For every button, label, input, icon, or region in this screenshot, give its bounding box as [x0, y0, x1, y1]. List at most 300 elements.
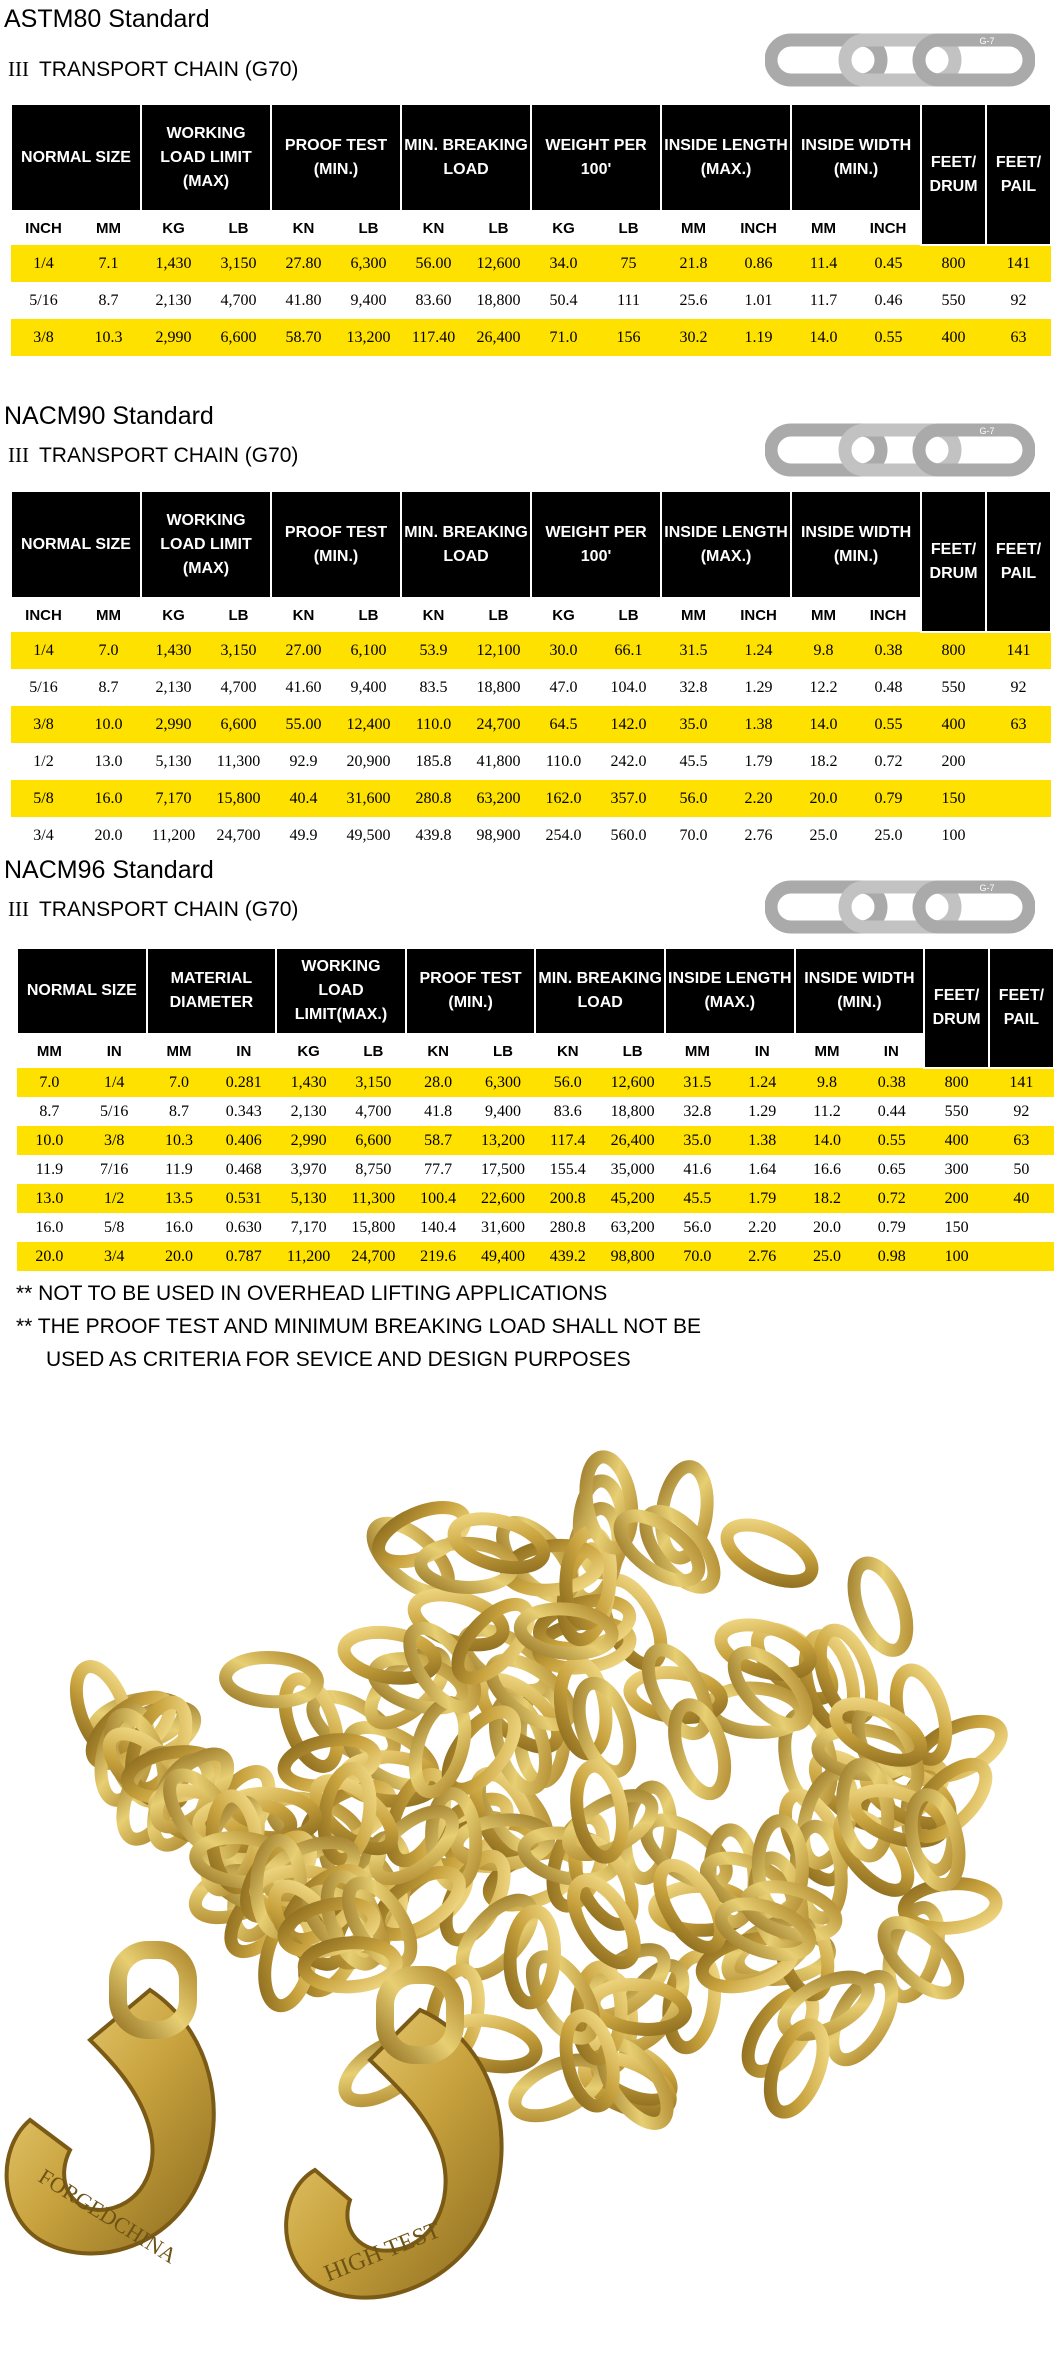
unit-label: MM — [166, 1043, 192, 1060]
table-cell: 280.8 — [401, 780, 466, 817]
table-cell: 40 — [989, 1184, 1054, 1213]
table-cell: 7,170 — [290, 1218, 327, 1236]
table-cell: 7.0 — [17, 1068, 82, 1097]
column-header: FEET/ DRUM — [921, 491, 986, 632]
column-header: FEET/ DRUM — [924, 948, 989, 1068]
table-cell: 1.29 — [744, 678, 773, 696]
table-cell: 11,300 — [216, 752, 261, 770]
table-cell: 6,100 — [336, 632, 401, 669]
table-cell: 70.0 — [679, 826, 708, 844]
table-cell: 0.45 — [856, 245, 921, 282]
table-cell: 1/2 — [82, 1184, 147, 1213]
table-cell: 92.9 — [289, 752, 318, 770]
table-cell: 63 — [986, 706, 1051, 743]
unit-label: KG — [552, 607, 575, 624]
table-row — [17, 1068, 1054, 1097]
table-cell: 92 — [1010, 291, 1027, 309]
table-cell: 3,150 — [206, 632, 271, 669]
table-cell: 142.0 — [596, 706, 661, 743]
note-line: USED AS CRITERIA FOR SEVICE AND DESIGN PURPOSES — [46, 1348, 631, 1371]
unit-label: KN — [422, 607, 445, 624]
unit-label: LB — [488, 607, 509, 624]
table-cell — [989, 1213, 1054, 1242]
table-cell: 56.00 — [401, 245, 466, 282]
table-cell: 8,750 — [355, 1160, 392, 1178]
table-cell: 185.8 — [415, 752, 452, 770]
table-row — [11, 319, 1051, 356]
table-cell: 25.6 — [679, 291, 708, 309]
table-cell: 550 — [944, 1102, 969, 1120]
table-cell: 35.0 — [661, 706, 726, 743]
table-cell: 140.4 — [420, 1218, 457, 1236]
table-cell: 13.0 — [17, 1184, 82, 1213]
table-cell: 2,990 — [141, 706, 206, 743]
table-cell: 75 — [596, 245, 661, 282]
table-cell: 0.86 — [726, 245, 791, 282]
unit-label: INCH — [869, 220, 907, 237]
table-cell: 12.2 — [809, 678, 838, 696]
unit-label: KG — [552, 220, 575, 237]
table-cell: 12,600 — [600, 1068, 665, 1097]
table-cell: 83.6 — [553, 1102, 582, 1120]
table-cell: 47.0 — [549, 678, 578, 696]
unit-label: INCH — [25, 220, 62, 237]
table-cell: 162.0 — [531, 780, 596, 817]
table-cell: 63,200 — [610, 1218, 655, 1236]
table-cell: 26,400 — [600, 1126, 665, 1155]
table-cell: 0.44 — [877, 1102, 906, 1120]
table-cell: 1.29 — [748, 1102, 777, 1120]
unit-label: MM — [681, 220, 707, 237]
unit-label: INCH — [740, 220, 777, 237]
chain-link-icon — [765, 30, 1035, 90]
unit-label: LB — [358, 607, 379, 624]
table-cell: 13,200 — [471, 1126, 536, 1155]
table-cell: 13,200 — [336, 319, 401, 356]
table-cell: 16.0 — [35, 1218, 64, 1236]
table-cell: 1/2 — [33, 752, 54, 770]
table-cell: 3/4 — [82, 1242, 147, 1271]
table-cell — [989, 1242, 1054, 1271]
table-row — [11, 706, 1051, 743]
unit-label: LB — [488, 220, 509, 237]
unit-label: LB — [618, 607, 639, 624]
table-cell: 30.0 — [531, 632, 596, 669]
unit-label: LB — [618, 220, 639, 237]
unit-label: MM — [684, 1043, 710, 1060]
table-cell: 15,800 — [351, 1218, 396, 1236]
table-cell: 156 — [596, 319, 661, 356]
unit-label: LB — [363, 1043, 384, 1060]
table-row — [11, 780, 1051, 817]
table-cell: 7/16 — [99, 1160, 129, 1178]
units-row — [11, 598, 1051, 632]
unit-label: KN — [292, 220, 315, 237]
table-cell: 20.0 — [17, 1242, 82, 1271]
table-cell: 20,900 — [346, 752, 391, 770]
table-cell: 31.5 — [665, 1068, 730, 1097]
table-cell: 219.6 — [406, 1242, 471, 1271]
table-cell: 9,400 — [350, 291, 387, 309]
table-cell: 0.72 — [874, 752, 903, 770]
table-cell: 6,600 — [206, 319, 271, 356]
table-cell: 9,400 — [484, 1102, 521, 1120]
table-cell: 24,700 — [466, 706, 531, 743]
table-cell: 3/4 — [33, 826, 54, 844]
roman-numeral: III — [8, 57, 29, 81]
table-cell: 30.2 — [661, 319, 726, 356]
table-cell: 17,500 — [480, 1160, 525, 1178]
table-row — [17, 1242, 1054, 1271]
table-cell: 98,900 — [476, 826, 521, 844]
table-row — [17, 1097, 1054, 1126]
table-cell: 110.0 — [545, 752, 582, 770]
table-cell: 3/8 — [11, 319, 76, 356]
table-cell: 1.01 — [744, 291, 773, 309]
table-cell: 92 — [1010, 678, 1027, 696]
table-cell: 34.0 — [531, 245, 596, 282]
table-cell: 41,800 — [476, 752, 521, 770]
table-cell: 5/8 — [11, 780, 76, 817]
table-cell: 141 — [989, 1068, 1054, 1097]
unit-label: IN — [754, 1043, 770, 1060]
column-header: MIN. BREAKING LOAD — [535, 948, 665, 1034]
table-cell: 4,700 — [355, 1102, 392, 1120]
table-row — [17, 1184, 1054, 1213]
table-cell: 55.00 — [271, 706, 336, 743]
column-header: FEET/ PAIL — [986, 104, 1051, 245]
table-cell: 6,300 — [336, 245, 401, 282]
table-cell: 4,700 — [220, 291, 257, 309]
table-cell: 22,600 — [471, 1184, 536, 1213]
table-cell: 0.46 — [874, 291, 903, 309]
column-header: INSIDE WIDTH (MIN.) — [791, 104, 921, 211]
table-cell: 12,400 — [336, 706, 401, 743]
column-header: NORMAL SIZE — [17, 948, 147, 1034]
column-header: FEET/ PAIL — [986, 491, 1051, 632]
table-cell: 242.0 — [610, 752, 647, 770]
right-hook-text: HIGH TEST — [320, 2217, 445, 2288]
table-cell: 15,800 — [206, 780, 271, 817]
column-header: MATERIAL DIAMETER — [147, 948, 277, 1034]
table-row — [17, 1213, 1054, 1242]
table-row — [11, 743, 1051, 780]
table-cell: 8.7 — [39, 1102, 60, 1120]
unit-label: LB — [228, 607, 249, 624]
chain-tag-text: G-7 — [979, 426, 995, 436]
section-subtitle — [8, 443, 298, 468]
table-cell: 0.38 — [859, 1068, 924, 1097]
table-row — [11, 282, 1051, 319]
unit-label: KN — [427, 1043, 450, 1060]
section-subtitle — [8, 57, 298, 82]
table-cell: 12,600 — [466, 245, 531, 282]
table-cell: 0.630 — [225, 1218, 262, 1236]
table-cell: 14.0 — [795, 1126, 860, 1155]
column-header: INSIDE WIDTH (MIN.) — [791, 491, 921, 598]
unit-label: KG — [297, 1043, 320, 1060]
units-row — [17, 1034, 1054, 1068]
table-cell: 0.531 — [211, 1184, 276, 1213]
table-cell: 104.0 — [610, 678, 647, 696]
section-title: NACM96 Standard — [4, 856, 214, 884]
table-cell: 9.8 — [791, 632, 856, 669]
table-cell: 200.8 — [535, 1184, 600, 1213]
table-row — [11, 669, 1051, 706]
table-cell: 10.0 — [76, 706, 141, 743]
table-cell: 5,130 — [155, 752, 192, 770]
table-cell: 14.0 — [791, 706, 856, 743]
column-header: MIN. BREAKING LOAD — [401, 104, 531, 211]
table-cell: 64.5 — [531, 706, 596, 743]
table-cell: 16.0 — [76, 780, 141, 817]
table-row — [11, 245, 1051, 282]
column-header: INSIDE LENGTH (MAX.) — [661, 491, 791, 598]
table-cell: 0.55 — [856, 706, 921, 743]
table-cell: 20.0 — [813, 1218, 841, 1236]
chain-link-icon — [765, 877, 1035, 937]
table-cell: 83.60 — [415, 291, 452, 309]
column-header: INSIDE WIDTH (MIN.) — [795, 948, 925, 1034]
table-cell: 58.7 — [406, 1126, 471, 1155]
table-cell: 1.79 — [730, 1184, 795, 1213]
unit-label: MM — [36, 1043, 62, 1060]
table-cell: 3,970 — [290, 1160, 327, 1178]
table-cell: 71.0 — [531, 319, 596, 356]
unit-label: KN — [556, 1043, 579, 1060]
table-cell: 800 — [921, 632, 986, 669]
table-cell: 1,430 — [141, 245, 206, 282]
table-cell: 45.5 — [665, 1184, 730, 1213]
table-cell: 110.0 — [401, 706, 466, 743]
table-cell: 7,170 — [141, 780, 206, 817]
table-cell: 11.7 — [809, 291, 838, 309]
table-cell: 2.20 — [748, 1218, 777, 1236]
table-cell: 13.0 — [94, 752, 123, 770]
table-cell: 18,800 — [476, 291, 521, 309]
unit-label: IN — [883, 1043, 899, 1060]
section-subtitle — [8, 897, 298, 922]
column-header: FEET/ PAIL — [989, 948, 1054, 1068]
table-cell: 56.0 — [661, 780, 726, 817]
unit-label: MM — [96, 607, 121, 624]
unit-label: IN — [106, 1043, 122, 1060]
table-cell: 200 — [941, 752, 966, 770]
table-cell: 41.6 — [683, 1160, 712, 1178]
table-cell: 400 — [924, 1126, 989, 1155]
unit-label: MM — [96, 220, 121, 237]
table-cell: 63 — [989, 1126, 1054, 1155]
table-cell: 35,000 — [610, 1160, 655, 1178]
table-cell — [986, 817, 1051, 854]
table-cell: 2,990 — [276, 1126, 341, 1155]
table-cell: 24,700 — [341, 1242, 406, 1271]
table-cell: 10.0 — [17, 1126, 82, 1155]
column-header: PROOF TEST (MIN.) — [271, 104, 401, 211]
table-cell: 18.2 — [809, 752, 838, 770]
table-cell: 77.7 — [424, 1160, 453, 1178]
chain-tag-text: G-7 — [979, 36, 995, 46]
table-cell: 8.7 — [98, 291, 119, 309]
column-header: PROOF TEST (MIN.) — [271, 491, 401, 598]
header-row — [11, 104, 1051, 211]
table-cell: 3,150 — [206, 245, 271, 282]
table-cell: 32.8 — [679, 678, 708, 696]
nacm96-spec-table — [16, 947, 1055, 1271]
table-cell: 2.76 — [730, 1242, 795, 1271]
table-cell: 27.00 — [271, 632, 336, 669]
table-cell: 18,800 — [476, 678, 521, 696]
nacm96-section — [0, 852, 1060, 1272]
table-cell: 2.20 — [726, 780, 791, 817]
table-cell: 200 — [924, 1184, 989, 1213]
table-cell: 100 — [924, 1242, 989, 1271]
table-cell: 92 — [1013, 1102, 1030, 1120]
astm80-section — [0, 0, 1060, 370]
table-cell: 300 — [944, 1160, 969, 1178]
chain-link — [760, 2018, 834, 2120]
table-cell: 0.55 — [859, 1126, 924, 1155]
table-cell: 27.80 — [271, 245, 336, 282]
table-cell: 0.55 — [856, 319, 921, 356]
table-cell: 10.3 — [147, 1126, 212, 1155]
table-cell: 28.0 — [406, 1068, 471, 1097]
header-row — [11, 491, 1051, 598]
column-header: FEET/ DRUM — [921, 104, 986, 245]
table-cell: 0.406 — [211, 1126, 276, 1155]
table-cell: 50 — [1013, 1160, 1030, 1178]
table-cell: 11.4 — [791, 245, 856, 282]
table-cell: 11.9 — [165, 1160, 193, 1178]
table-cell: 40.4 — [271, 780, 336, 817]
table-cell: 439.2 — [535, 1242, 600, 1271]
unit-label: LB — [228, 220, 249, 237]
table-cell — [986, 780, 1051, 817]
table-cell: 0.48 — [874, 678, 903, 696]
table-cell: 2,130 — [155, 291, 192, 309]
table-cell: 1/4 — [11, 245, 76, 282]
table-cell: 25.0 — [809, 826, 838, 844]
unit-label: INCH — [869, 607, 907, 624]
unit-label: LB — [622, 1043, 643, 1060]
table-cell: 63 — [986, 319, 1051, 356]
table-cell: 560.0 — [610, 826, 647, 844]
column-header: INSIDE LENGTH (MAX.) — [661, 104, 791, 211]
table-cell: 58.70 — [271, 319, 336, 356]
chain-pile — [66, 1454, 1010, 2134]
table-cell: 11.2 — [813, 1102, 841, 1120]
table-row — [17, 1155, 1054, 1184]
notes — [16, 1277, 701, 1376]
table-cell: 16.0 — [164, 1218, 193, 1236]
table-cell: 100.4 — [406, 1184, 471, 1213]
table-cell: 1/4 — [11, 632, 76, 669]
column-header: MIN. BREAKING LOAD — [401, 491, 531, 598]
table-cell: 20.0 — [791, 780, 856, 817]
table-cell: 45,200 — [600, 1184, 665, 1213]
table-cell: 20.0 — [147, 1242, 212, 1271]
table-cell: 3/8 — [11, 706, 76, 743]
roman-numeral: III — [8, 443, 29, 467]
table-cell: 4,700 — [220, 678, 257, 696]
table-cell: 2.76 — [744, 826, 773, 844]
table-cell: 6,600 — [341, 1126, 406, 1155]
table-cell: 6,300 — [471, 1068, 536, 1097]
note-line: ** NOT TO BE USED IN OVERHEAD LIFTING APPLICATIONS — [16, 1282, 608, 1305]
table-cell: 49.9 — [289, 826, 318, 844]
table-cell: 31,600 — [480, 1218, 525, 1236]
table-cell: 11,200 — [276, 1242, 341, 1271]
section-title: NACM90 Standard — [4, 402, 214, 430]
table-cell: 20.0 — [94, 826, 123, 844]
table-cell: 24,700 — [216, 826, 261, 844]
table-cell: 400 — [921, 319, 986, 356]
table-cell: 49,400 — [471, 1242, 536, 1271]
table-cell: 141 — [986, 632, 1051, 669]
header-row — [17, 948, 1054, 1034]
units-row — [11, 211, 1051, 245]
table-cell: 41.80 — [285, 291, 322, 309]
table-row — [17, 1126, 1054, 1155]
table-cell: 1.79 — [744, 752, 773, 770]
column-header: INSIDE LENGTH (MAX.) — [665, 948, 795, 1034]
table-cell: 41.8 — [424, 1102, 453, 1120]
column-header: WORKING LOAD LIMIT(MAX.) — [276, 948, 406, 1034]
chain-tag-text: G-7 — [979, 883, 995, 893]
table-cell: 16.6 — [813, 1160, 841, 1178]
section-title: ASTM80 Standard — [4, 5, 210, 33]
table-cell: 2,130 — [290, 1102, 327, 1120]
table-cell: 0.79 — [877, 1218, 906, 1236]
table-row — [11, 817, 1051, 854]
table-cell: 5/16 — [99, 1102, 129, 1120]
left-hook-text: FORGEDCHINA — [34, 2163, 182, 2269]
table-cell — [986, 743, 1051, 780]
table-cell: 11,200 — [151, 826, 196, 844]
table-cell: 63,200 — [466, 780, 531, 817]
nacm90-section — [0, 398, 1060, 848]
nacm90-spec-table — [10, 490, 1052, 854]
table-cell: 1,430 — [276, 1068, 341, 1097]
table-cell: 31,600 — [336, 780, 401, 817]
table-cell: 9.8 — [795, 1068, 860, 1097]
table-cell: 7.0 — [147, 1068, 212, 1097]
table-cell: 280.8 — [549, 1218, 586, 1236]
table-cell: 6,600 — [206, 706, 271, 743]
table-cell: 18.2 — [795, 1184, 860, 1213]
column-header: PROOF TEST (MIN.) — [406, 948, 536, 1034]
unit-label: MM — [811, 220, 837, 237]
table-cell: 1.24 — [730, 1068, 795, 1097]
table-cell: 41.60 — [285, 678, 322, 696]
astm80-spec-table — [10, 103, 1052, 356]
table-cell: 98,800 — [600, 1242, 665, 1271]
table-cell: 45.5 — [679, 752, 708, 770]
table-cell: 111 — [617, 291, 640, 309]
table-cell: 7.1 — [76, 245, 141, 282]
table-cell: 13.5 — [147, 1184, 212, 1213]
table-cell: 800 — [921, 245, 986, 282]
table-cell: 0.468 — [225, 1160, 262, 1178]
table-cell: 21.8 — [661, 245, 726, 282]
unit-label: MM — [814, 1043, 840, 1060]
table-cell: 0.38 — [856, 632, 921, 669]
table-cell: 14.0 — [791, 319, 856, 356]
table-cell: 150 — [944, 1218, 969, 1236]
chain-link — [665, 1699, 734, 1800]
unit-label: KN — [422, 220, 445, 237]
table-cell: 1.19 — [726, 319, 791, 356]
